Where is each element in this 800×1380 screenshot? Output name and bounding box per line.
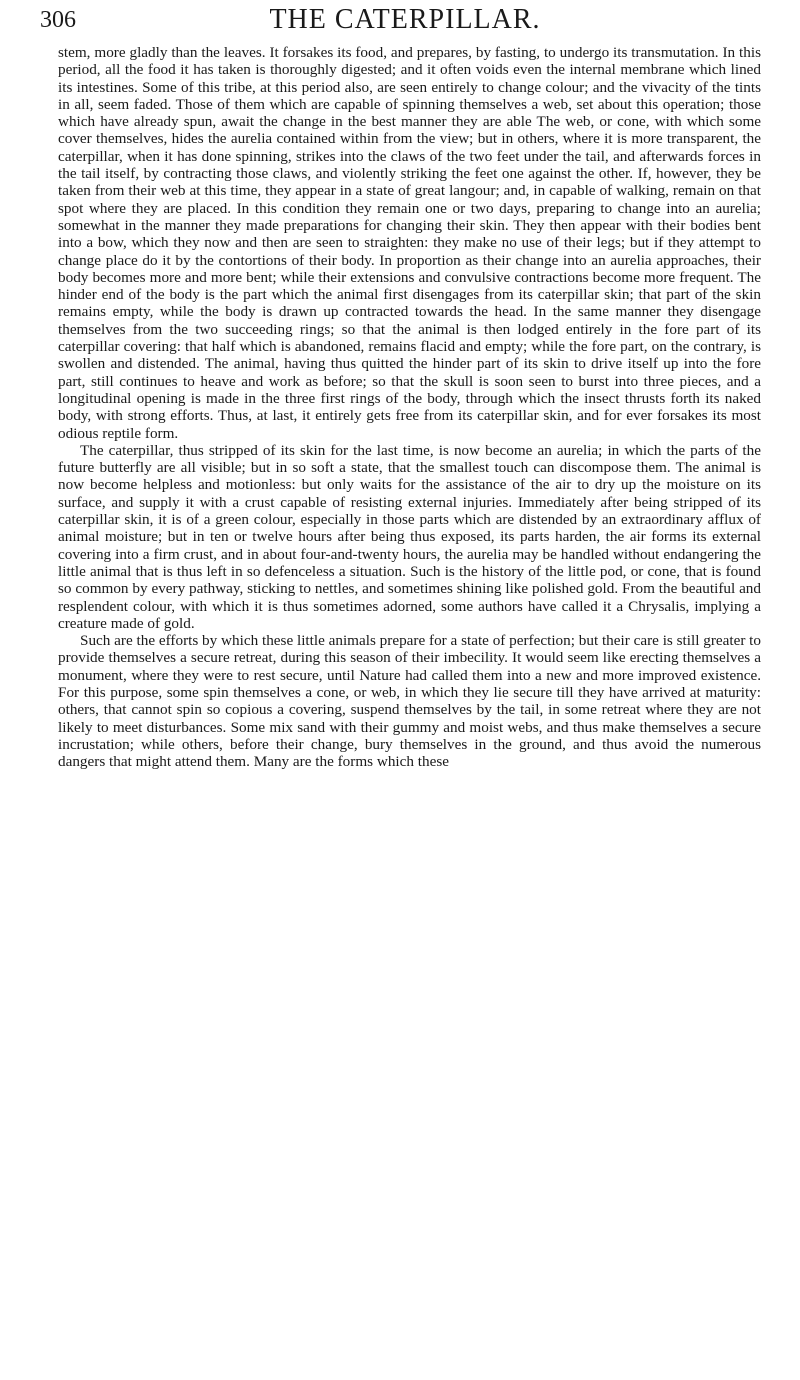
paragraph: stem, more gladly than the leaves. It forsakes its food, and prepares, by fasting, to undergo its transmutation. In this period, all the food it has taken is thoroughly digested; and it often voids even the internal membrane which lined its intestines. Some of this tribe, at this period also, are seen entirely to change colour; and the vivacity of the tints in all, seem faded. Those of them which are capable of spinning themselves a web, set about this operation; those which have already spun, await the change in the best manner they are able The web, or cone, with which some cover themselves, hides the aurelia contained within from the view; but in others, where it is more transparent, the caterpillar, when it has done spinning, strikes into the claws of the two feet under the tail, and afterwards forces in the tail itself, by contracting those claws, and violently striking the feet one against the other. If, however, they be taken from their web at this time, they appear in a state of great langour; and, in capable of walking, remain on that spot where they are placed. In this condition they remain one or two days, preparing to change into an aurelia; somewhat in the manner they made preparations for changing their skin. They then appear with their bodies bent into a bow, which they now and then are seen to straighten: they make no use of their legs; but if they attempt to change place do it by the contortions of their body. In proportion as their change into an aurelia approaches, their body becomes more and more bent; while their extensions and convulsive contractions become more frequent. The hinder end of the body is the part which the animal first disengages from its caterpillar skin; that part of the skin remains empty, while the body is drawn up contracted towards the head. In the same manner they disengage themselves from the two succeeding rings; so that the animal is then lodged entirely in the fore part of its caterpillar covering: that half which is abandoned, remains flacid and empty; while the fore part, on the contrary, is swollen and distended. The animal, having thus quitted the hinder part of its skin to drive itself up into the fore part, still continues to heave and work as before; so that the skull is soon seen to burst into three pieces, and a longitudinal opening is made in the three first rings of the body, through which the insect thrusts forth its naked body, with strong efforts. Thus, at last, it entirely gets free from its caterpillar skin, and for ever forsakes its most odious reptile form. [58,44,761,442]
page-header [40,4,770,44]
paragraph: Such are the efforts by which these little animals prepare for a state of perfection; but their care is still greater to provide themselves a secure retreat, during this season of their imbecility. It would seem like erecting themselves a monument, where they were to rest secure, until Nature had called them into a new and more improved existence. For this purpose, some spin themselves a cone, or web, in which they lie secure till they have arrived at maturity: others, that cannot spin so copious a covering, suspend themselves by the tail, in some retreat where they are not likely to meet disturbances. Some mix sand with their gummy and moist webs, and thus make themselves a secure incrustation; while others, before their change, bury themselves in the ground, and thus avoid the numerous dangers that might attend them. Many are the forms which these [58,632,761,771]
page-number: 306 [40,7,76,33]
paragraph: The caterpillar, thus stripped of its skin for the last time, is now become an aurelia; in which the parts of the future butterfly are all visible; but in so soft a state, that the smallest touch can discompose them. The animal is now become helpless and motionless: but only waits for the assistance of the air to dry up the moisture on its surface, and supply it with a crust capable of resisting external injuries. Immediately after being stripped of its caterpillar skin, it is of a green colour, especially in those parts which are distended by an extraordinary afflux of animal moisture; but in ten or twelve hours after being thus exposed, its parts harden, the air forms its external covering into a firm crust, and in about four-and-twenty hours, the aurelia may be handled without endangering the little animal that is thus left in so defenceless a situation. Such is the history of the little pod, or cone, that is found so common by every pathway, sticking to nettles, and sometimes shining like polished gold. From the beautiful and resplendent colour, with which it is thus sometimes adorned, some authors have called it a Chrysalis, implying a creature made of gold. [58,441,761,632]
body-text [58,44,761,770]
running-head: THE CATERPILLAR. [269,4,541,35]
